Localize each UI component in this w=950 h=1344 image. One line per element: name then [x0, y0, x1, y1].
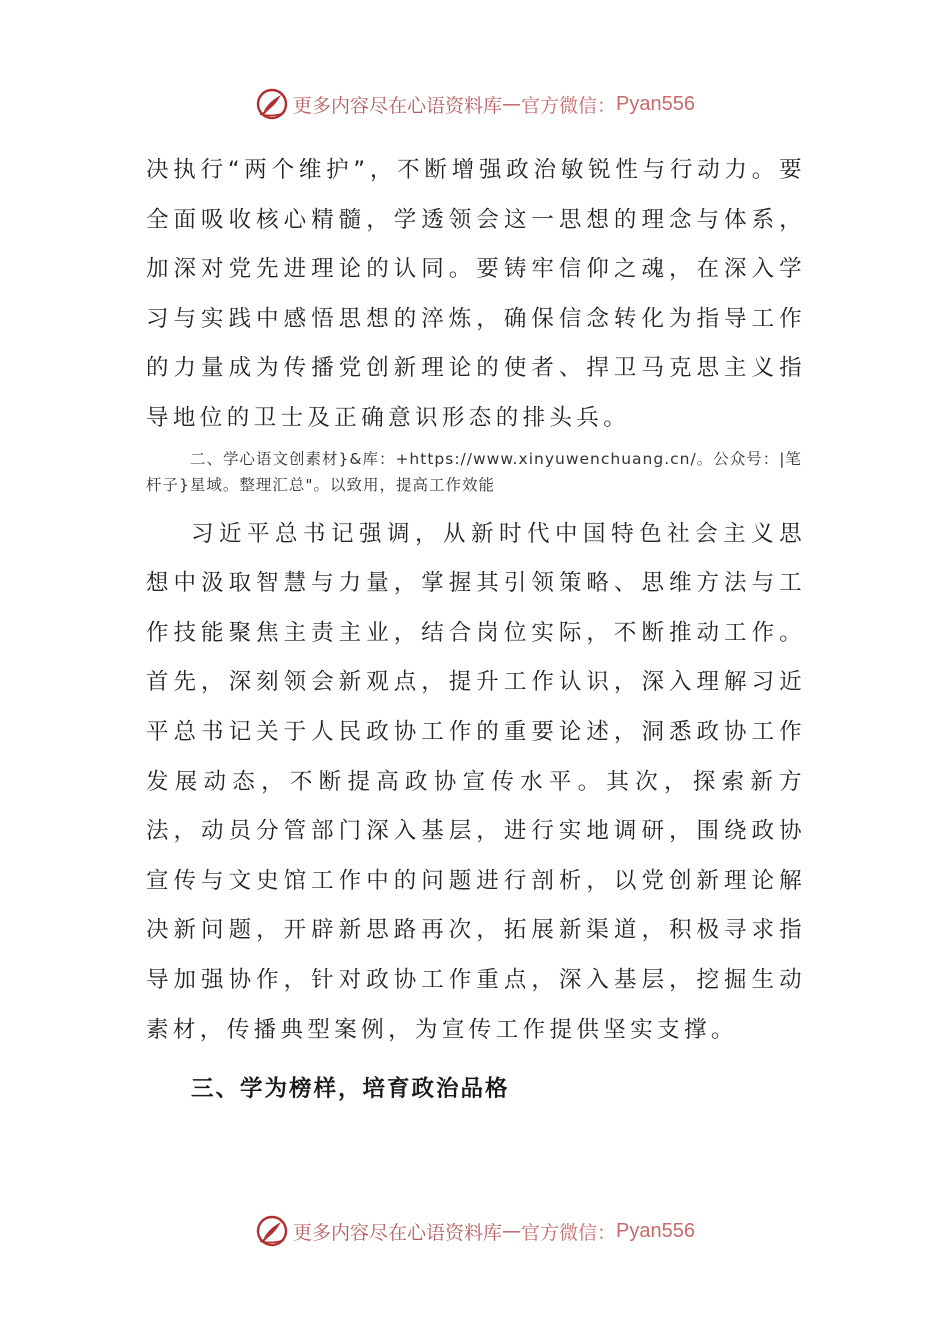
- header-wechat-id: Pyan556: [616, 92, 695, 115]
- header-banner: [0, 80, 950, 128]
- header-wechat-label: 官方微信：: [521, 94, 617, 117]
- section-heading-3: 三、学为榜样，培育政治品格: [191, 1076, 510, 1103]
- paragraph-2: 习近平总书记强调，从新时代中国特色社会主义思想中汲取智慧与力量，掌握其引领策略、思维方法与工作技能聚焦主责主业，结合岗位实际，不断推动工作。首先，深刻领会新观点，提升工作认识，深入理解习近平总书记关于人民政协工作的重要论述，洞悉政协工作发展动态，不断提高政协宣传水平。其次，探索新方法，动员分管部门深入基层，进行实地调研，围绕政协宣传与文史馆工作中的问题进行剖析，以党创新理论解决新问题，开辟新思路再次，拓展新渠道，积极寻求指导加强协作，针对政协工作重点，深入基层，挖掘生动素材，传播典型案例，为宣传工作提供坚实支撑。: [146, 520, 806, 1043]
- footer-banner-text: 更多内容尽在心语资料库: [293, 1221, 503, 1244]
- footer-wechat-label: 官方微信：: [521, 1221, 617, 1244]
- footer-wechat-id: Pyan556: [616, 1219, 695, 1242]
- watermark-note: 二、学心语文创素材}&库：+https://www.xinyuwenchuang.cn/。公众号：|笔杆子}星域。整理汇总"。以致用，提高工作效能: [146, 449, 802, 494]
- pen-ink-logo-icon: [255, 87, 289, 121]
- header-banner-text: 更多内容尽在心语资料库: [293, 94, 503, 117]
- pen-ink-logo-icon: [255, 1214, 289, 1248]
- footer-banner: [0, 1207, 950, 1255]
- header-banner-dash: —: [502, 93, 522, 115]
- paragraph-1: 决执行“两个维护”，不断增强政治敏锐性与行动力。要全面吸收核心精髓，学透领会这一思想的理念与体系，加深对党先进理论的认同。要铸牢信仰之魂，在深入学习与实践中感悟思想的淬炼，确保信念转化为指导工作的力量成为传播党创新理论的使者、捍卫马克思主义指导地位的卫士及正确意识形态的排头兵。: [146, 157, 806, 431]
- document-body: [146, 146, 806, 1115]
- footer-banner-inner: [255, 1214, 695, 1248]
- header-banner-inner: [255, 87, 695, 121]
- spacer: [146, 498, 806, 510]
- footer-banner-dash: —: [502, 1220, 522, 1242]
